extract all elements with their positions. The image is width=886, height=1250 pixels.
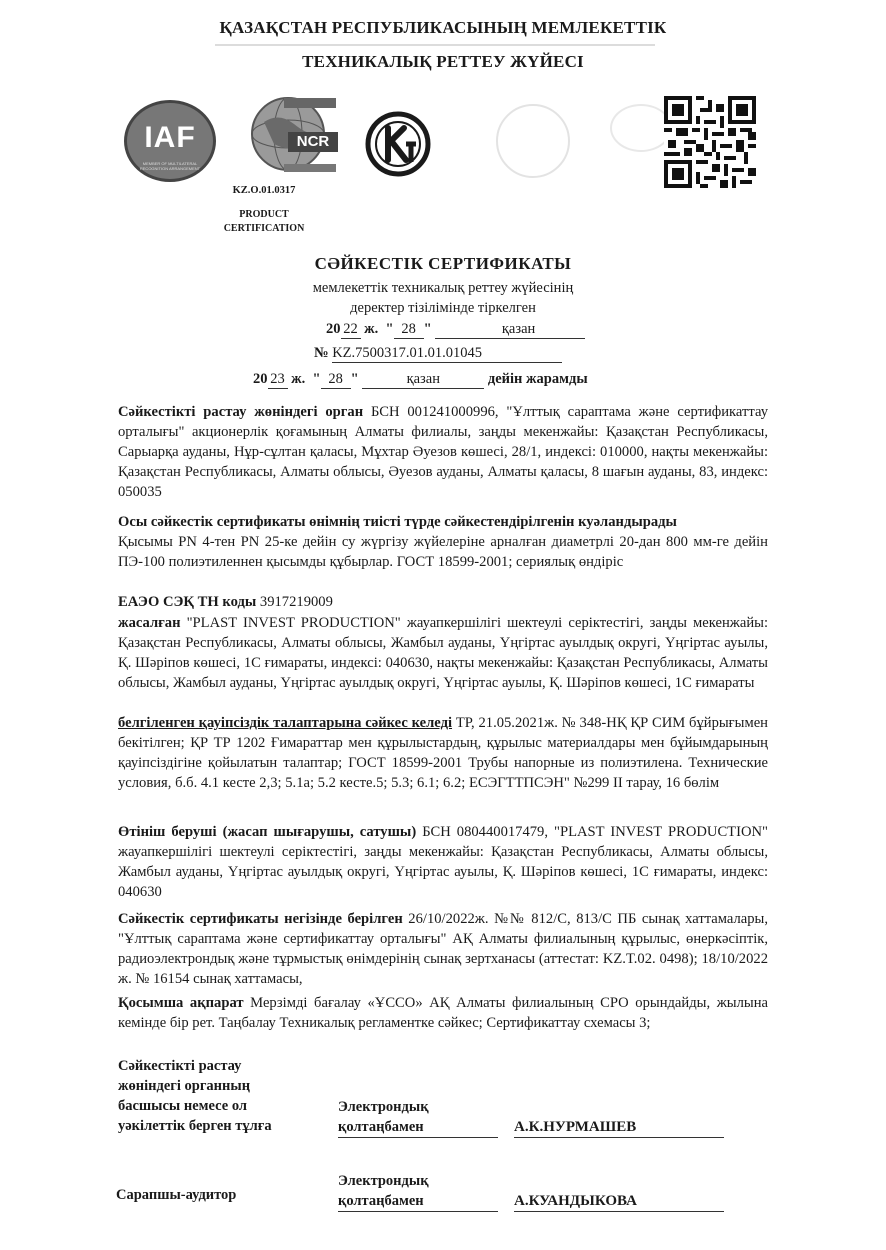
registered-line-1: мемлекеттік техникалық реттеу жүйесінің xyxy=(312,280,574,296)
auditor-label: Сарапшы-аудитор xyxy=(116,1187,237,1203)
show-through-mark xyxy=(496,104,570,178)
requirements-label: белгіленген қауіпсіздік талаптарына сәйкес келеді xyxy=(118,715,453,731)
head-name xyxy=(514,1117,724,1138)
auditor-name-text: А.КУАНДЫКОВА xyxy=(514,1191,724,1212)
valid-until-date: 20 23 ж. " 28 " қазан дейін жарамды xyxy=(253,371,588,387)
valid-day: 28 xyxy=(321,371,351,389)
accreditation-code: KZ.O.01.0317 xyxy=(232,185,296,196)
show-through-oval xyxy=(610,104,672,152)
certificate-title: СӘЙКЕСТІК СЕРТИФИКАТЫ xyxy=(314,254,572,273)
accreditation-logos xyxy=(124,92,344,182)
manufacturer-text: "PLAST INVEST PRODUCTION" жауапкершілігі шектеулі серіктестігі, заңды мекенжайы: Қазақстан Республикасы, Алматы облысы, Жамбыл ауданы, Үңгіртас ауылдық округі, Үңгіртас ауылы, Қ. Шәріпов көшесі, 1С ғимараты, индексі: 040630, нақты мекенжайы: Қазақстан Республикасы, Алматы облысы, Жамбыл ауданы, Үңгіртас ауылдық округі, Үңгіртас ауылы, Қ. Шәріпов көшесі, 1С ғимараты xyxy=(118,615,768,691)
certification-body-text: БСН 001241000996, "Ұлттық сараптама және сертификаттау орталығы" акционерлік қоғамының Алматы филиалы, заңды мекенжайы: Қазақстан Республикасы, Сарыарқа ауданы, Нұр-сұлтан қаласы, Мұхтар Әуезов көшесі, 28/1, индексі: 010000, нақты мекенжайы: Қазақстан Республикасы, Алматы облысы, Әуезов ауданы, Алматы қаласы, 8 шағын ауданы, 83, индекс: 050035 xyxy=(118,404,768,500)
ncr-text: NCR xyxy=(288,132,338,152)
head-label-line-2: жөніндегі органның xyxy=(118,1078,251,1094)
applicant-text: БСН 080440017479, "PLAST INVEST PRODUCTION" жауапкершілігі шектеулі серіктестігі, заңды мекенжайы: Қазақстан Республикасы, Алматы облысы, Жамбыл ауданы, Үңгіртас ауылдық округі, Үңгіртас ауылы, Қ. Шәріпов көшесі, 1С ғимараты, индекс: 040630 xyxy=(118,824,768,900)
iaf-ring-text: MEMBER OF MULTILATERAL RECOGNITION ARRANGEMENT xyxy=(139,161,201,171)
header-line-1: ҚАЗАҚСТАН РЕСПУБЛИКАСЫНЫҢ МЕМЛЕКЕТТІК xyxy=(219,18,667,37)
head-esignature xyxy=(338,1097,498,1138)
head-name-text: А.К.НУРМАШЕВ xyxy=(514,1117,724,1138)
ncr-logo xyxy=(234,92,342,180)
manufacturer-section xyxy=(118,613,768,693)
valid-month: қазан xyxy=(362,371,484,389)
additional-info-label: Қосымша ақпарат xyxy=(118,995,244,1011)
qr-code xyxy=(664,96,756,188)
certificate-number-row xyxy=(314,345,562,363)
reg-year-prefix: 20 xyxy=(326,321,341,337)
reg-year-suffix: ж. xyxy=(364,321,379,337)
header-line-2: ТЕХНИКАЛЫҚ РЕТТЕУ ЖҮЙЕСІ xyxy=(302,52,584,71)
requirements-section xyxy=(118,713,768,793)
reg-month: қазан xyxy=(435,321,585,339)
certificate-number: KZ.7500317.01.01.01045 xyxy=(332,345,562,363)
applicant-label: Өтініш беруші (жасап шығарушы, сатушы) xyxy=(118,824,417,840)
certification-body-label: Сәйкестікті растау жөніндегі орган xyxy=(118,404,364,420)
valid-year: 23 xyxy=(268,371,288,389)
iaf-logo xyxy=(124,100,216,182)
manufacturer-label: жасалған xyxy=(118,615,181,631)
number-label: № xyxy=(314,345,329,361)
kz-conformity-mark xyxy=(362,108,434,180)
auditor-esign-line-1: Электрондық xyxy=(338,1173,429,1189)
auditor-esign-line-2: қолтаңбамен xyxy=(338,1191,498,1212)
certification-body-section xyxy=(118,402,768,502)
product-description: Қысымы PN 4-тен PN 25-ке дейін су жүргізу жүйелеріне арналған диаметрлі 20-дан 800 мм-ге дейін ПЭ-100 полиэтиленнен қысымды құбырлар. ГОСТ 18599-2001; сериялық өндіріс xyxy=(118,534,768,570)
valid-year-suffix: ж. xyxy=(291,371,306,387)
product-label: PRODUCT xyxy=(239,209,289,220)
iaf-text: IAF xyxy=(144,121,196,154)
additional-info-text: Мерзімді бағалау «ҰССО» АҚ Алматы филиалының СРО орындайды, жылына кемінде бір рет. Таңбалау Техникалық регламентке сәйкес; Сертификаттау схемасы 3; xyxy=(118,995,768,1031)
reg-day: 28 xyxy=(394,321,424,339)
esign-line-2: қолтаңбамен xyxy=(338,1117,498,1138)
hs-code-label: ЕАЭО СЭҚ ТН коды xyxy=(118,594,257,610)
show-through-line xyxy=(215,44,655,54)
hs-code-value: 3917219009 xyxy=(256,594,333,610)
certification-label: CERTIFICATION xyxy=(223,223,305,234)
requirements-text: ТР, 21.05.2021ж. № 348-НҚ ҚР СИМ бұйрығымен бекітілген; ҚР ТР 1202 Ғимараттар мен құрылыстардың, құрылыс материалдары мен бұйымдарының қауіпсіздігіне қойылатын талаптар; ГОСТ 18599-2001 Трубы напорные из полиэтилена. Технические условия, б.б. 4.1 кесте 2,3; 5.1а; 5.2 кесте.5; 5.3; 6.1; 6.2; ЕСЭГТТПСЭН" №299 II тарау, 16 бөлім xyxy=(118,715,768,791)
valid-until-label: дейін жарамды xyxy=(487,371,588,387)
head-signatory-label xyxy=(118,1056,318,1136)
head-label-line-1: Сәйкестікті растау xyxy=(118,1058,242,1074)
hs-code-section xyxy=(118,592,768,612)
additional-info-section xyxy=(118,993,768,1033)
auditor-esignature xyxy=(338,1171,498,1212)
esign-line-1: Электрондық xyxy=(338,1099,429,1115)
auditor-name xyxy=(514,1191,724,1212)
product-section-label: Осы сәйкестік сертификаты өнімнің тиісті түрде сәйкестендірілгенін куәландырады xyxy=(118,514,677,530)
basis-section xyxy=(118,909,768,989)
registered-line-2: деректер тізілімінде тіркелген xyxy=(350,300,536,316)
valid-year-prefix: 20 xyxy=(253,371,268,387)
head-label-line-4: уәкілеттік берген тұлға xyxy=(118,1118,272,1134)
product-section xyxy=(118,512,768,572)
basis-text: 26/10/2022ж. №№ 812/С, 813/С ПБ сынақ хаттамалары, "Ұлттық сараптама және сертификаттау орталығы" АҚ Алматы филиалының құрылыс, өнеркәсіптік, радиоэлектрондық және тұрмыстық өнімдерінің сынақ зертханасы (аттестат: KZ.T.02. 0498); 18/10/2022 ж. № 16154 сынақ хаттамасы, xyxy=(118,911,768,987)
registration-date: 20 22 ж. " 28 " қазан xyxy=(326,321,585,339)
basis-label: Сәйкестік сертификаты негізінде берілген xyxy=(118,911,403,927)
applicant-section xyxy=(118,822,768,902)
reg-year: 22 xyxy=(341,321,361,339)
head-label-line-3: басшысы немесе ол xyxy=(118,1098,248,1114)
